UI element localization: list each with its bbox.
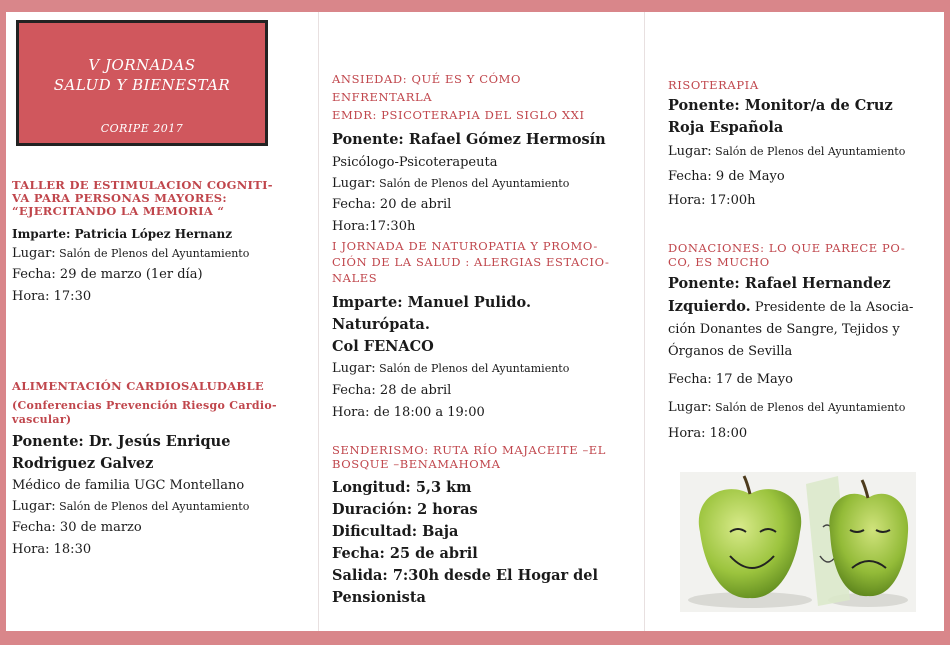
venue: Lugar: Salón de Plenos del Ayuntamiento [332,176,570,191]
speaker-role: ción Donantes de Sangre, Tejidos y Órganos de Sevilla [668,322,900,359]
date: Fecha: 29 de marzo (1er día) [12,267,203,282]
title-banner [16,20,268,146]
section-heading: RISOTERAPIA [668,78,759,92]
section-risoterapia [668,79,930,213]
venue: Lugar: Salón de Plenos del Ayuntamiento [668,400,906,415]
section-heading: TALLER DE ESTIMULACION COGNITI- VA PARA PERSONAS MAYORES: “EJERCITANDO LA MEMORIA “ [12,178,273,218]
speaker: Ponente: Monitor/a de Cruz Roja Española [668,97,893,136]
date: Fecha: 17 de Mayo [668,372,793,387]
section-donaciones [668,241,930,447]
section-heading: ALIMENTACIÓN CARDIOSALUDABLE [12,379,264,393]
section-ansiedad [332,70,624,238]
route-difficulty: Dificultad: Baja [332,523,459,540]
time: Hora: 17:00h [668,193,756,208]
section-heading: SENDERISMO: RUTA RÍO MAJACEITE –EL BOSQUE –BENAMAHOMA [332,443,607,471]
section-heading: DONACIONES: LO QUE PARECE PO- CO, ES MUCHO [668,241,906,269]
venue: Lugar: Salón de Plenos del Ayuntamiento [12,246,250,261]
route-duration: Duración: 2 horas [332,501,478,518]
route-length: Longitud: 5,3 km [332,479,472,496]
section-senderismo [332,443,624,609]
date: Fecha: 9 de Mayo [668,169,785,184]
section-heading: I JORNADA DE NATUROPATIA Y PROMO- CIÓN DE LA SALUD : ALERGIAS ESTACIO- NALES [332,239,610,285]
speaker: Imparte: Manuel Pulido. Naturópata. Col FENACO [332,294,531,355]
section-alimentacion [12,380,302,561]
date: Fecha: 25 de abril [332,545,478,562]
venue: Lugar: Salón de Plenos del Ayuntamiento [12,499,250,514]
venue: Lugar: Salón de Plenos del Ayuntamiento [332,361,570,376]
speaker: Ponente: Dr. Jesús Enrique Rodriguez Galvez [12,433,231,472]
time: Hora: 17:30 [12,289,92,304]
section-subheading: (Conferencias Prevención Riesgo Cardio- vascular) [12,399,277,426]
speaker-role: Psicólogo-Psicoterapeuta [332,155,498,170]
time: Hora:17:30h [332,219,416,234]
section-naturopatia [332,238,624,424]
apples-illustration [680,472,916,612]
time: Hora: 18:30 [12,542,92,557]
date: Fecha: 30 de marzo [12,520,142,535]
happy-sad-apples-icon [680,472,916,612]
event-title: V JORNADAS SALUD Y BIENESTAR [53,56,231,94]
organizer-label: CORIPE 2017 [100,122,184,135]
date: Fecha: 28 de abril [332,383,452,398]
fold-line-1 [318,12,319,631]
section-taller-memoria [12,179,302,308]
venue: Lugar: Salón de Plenos del Ayuntamiento [668,144,906,159]
speaker: Imparte: Patricia López Hernanz [12,227,233,241]
speaker-role: Médico de familia UGC Montellano [12,478,245,493]
section-heading: ANSIEDAD: QUÉ ES Y CÓMO ENFRENTARLA EMDR: PSICOTERAPIA DEL SIGLO XXI [332,72,585,122]
speaker: Ponente: Rafael Hernandez Izquierdo. Presidente de la Asocia- [668,275,914,315]
speaker: Ponente: Rafael Gómez Hermosín [332,131,606,148]
departure: Salida: 7:30h desde El Hogar del Pensionista [332,567,599,606]
date: Fecha: 20 de abril [332,197,452,212]
fold-line-2 [644,12,645,631]
time: Hora: de 18:00 a 19:00 [332,405,485,420]
time: Hora: 18:00 [668,426,748,441]
